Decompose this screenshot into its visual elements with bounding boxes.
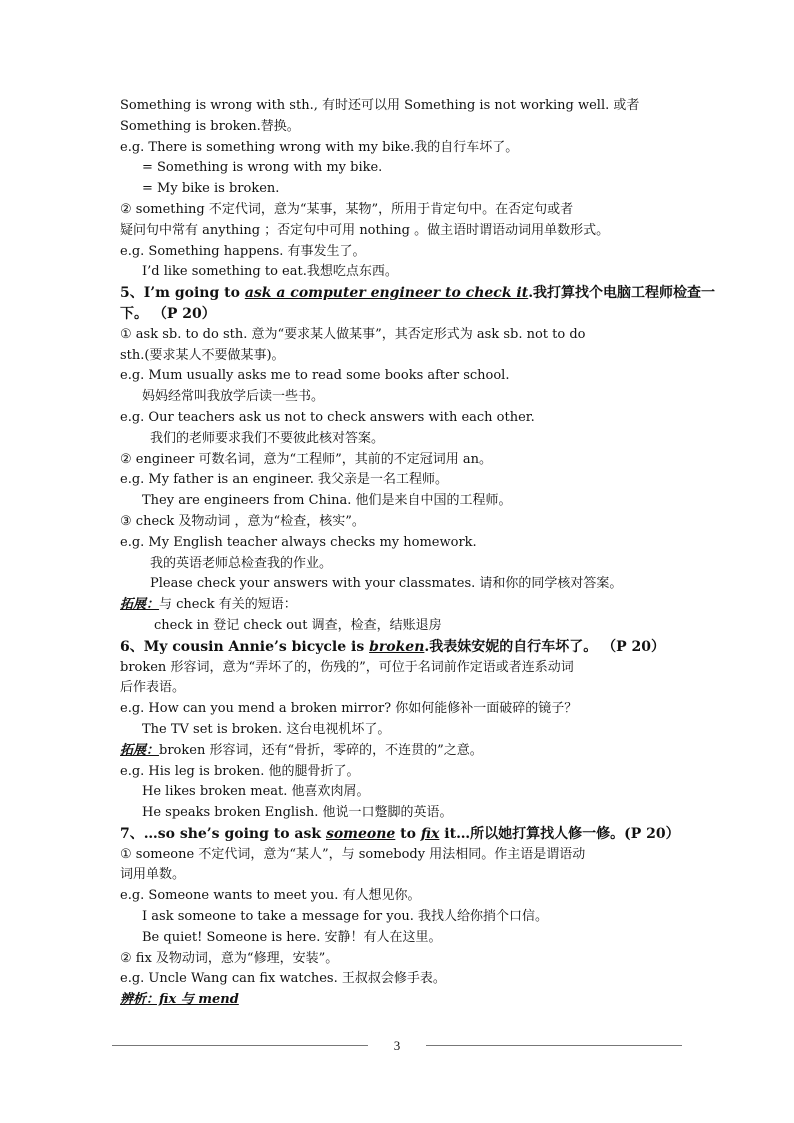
- heading-text: to: [395, 825, 421, 842]
- example-line: e.g. My father is an engineer. 我父亲是一名工程师。: [120, 472, 448, 488]
- example-line: I’d like something to eat.我想吃点东西。: [142, 264, 398, 280]
- text-line: 疑问句中常有 anything ；否定句中可用 nothing 。做主语时谓语动词用单数形式。: [120, 222, 610, 238]
- example-line: = My bike is broken.: [142, 181, 280, 197]
- section-number: 7、: [120, 825, 144, 842]
- example-line: They are engineers from China. 他们是来自中国的工程师。: [142, 493, 512, 509]
- extension-tag: 拓展：: [120, 597, 160, 613]
- example-line: The TV set is broken. 这台电视机坏了。: [142, 721, 391, 737]
- underlined-word: fix: [420, 825, 440, 842]
- example-line: e.g. Our teachers ask us not to check answers with each other.: [120, 409, 535, 425]
- underlined-phrase: ask a computer engineer to check it: [244, 285, 529, 302]
- text-line: ② engineer 可数名词，意为“工程师”，其前的不定冠词用 an。: [120, 451, 492, 467]
- text-line: ③ check 及物动词 ，意为“检查，核实”。: [120, 513, 365, 529]
- section-5-heading-cont: 下。 （P 20）: [120, 305, 216, 322]
- heading-text: it…所以她打算找人修一修。(P 20）: [439, 825, 680, 842]
- extension-text: broken 形容词，还有“骨折，零碎的，不连贯的”之意。: [159, 742, 483, 758]
- example-line: e.g. Uncle Wang can fix watches. 王叔叔会修手表。: [120, 971, 446, 987]
- heading-text: …so she’s going to ask: [143, 825, 326, 842]
- extension-tag: 拓展：: [120, 742, 160, 758]
- section-7-heading: [120, 824, 680, 845]
- document-page: [120, 96, 716, 1011]
- extension-text: 与 check 有关的短语：: [159, 597, 297, 613]
- heading-text: My cousin Annie’s bicycle is: [143, 638, 370, 655]
- text-line: ② something 不定代词，意为“某事，某物”，所用于肯定句中。在否定句或者: [120, 201, 574, 217]
- example-line: e.g. How can you mend a broken mirror? 你如何能修补一面破碎的镜子？: [120, 701, 578, 717]
- example-line: e.g. Mum usually asks me to read some books after school.: [120, 368, 510, 384]
- extension-note: [120, 741, 680, 762]
- phrase-line: check in 登记 check out 调查，检查，结账退房: [154, 617, 442, 633]
- text-line: Something is wrong with sth., 有时还可以用 Something is not working well. 或者: [120, 98, 640, 113]
- example-line: Please check your answers with your classmates. 请和你的同学核对答案。: [150, 576, 623, 592]
- section-number: 6、: [120, 638, 144, 655]
- section-6-heading: [120, 637, 680, 658]
- text-line: ① ask sb. to do sth. 意为“要求某人做某事”，其否定形式为 ask sb. not to do: [120, 326, 586, 342]
- section-number: 5、: [120, 285, 144, 302]
- example-line: Be quiet! Someone is here. 安静！有人在这里。: [142, 929, 442, 945]
- example-line: e.g. There is something wrong with my bike.我的自行车坏了。: [120, 139, 519, 155]
- underlined-word: someone: [325, 825, 396, 842]
- text-line: 后作表语。: [120, 680, 186, 696]
- extension-note: [120, 595, 680, 616]
- heading-text: .我打算找个电脑工程师检查一: [528, 285, 716, 302]
- example-line: 妈妈经常叫我放学后读一些书。: [142, 389, 325, 405]
- text-line: Something is broken.替换。: [120, 118, 300, 134]
- example-line: e.g. Someone wants to meet you. 有人想见你。: [120, 888, 421, 904]
- heading-text: I’m going to: [143, 285, 245, 302]
- underlined-phrase: broken: [369, 638, 425, 655]
- footer-rule-right: [426, 1045, 682, 1046]
- example-line: e.g. His leg is broken. 他的腿骨折了。: [120, 763, 360, 779]
- example-line: He speaks broken English. 他说一口蹩脚的英语。: [142, 805, 453, 821]
- text-line: ② fix 及物动词，意为“修理，安装”。: [120, 950, 339, 966]
- example-line: = Something is wrong with my bike.: [142, 160, 383, 176]
- example-line: I ask someone to take a message for you. 我找人给你捎个口信。: [142, 909, 549, 925]
- text-line: 词用单数。: [120, 867, 186, 883]
- text-line: ① someone 不定代词，意为“某人”，与 somebody 用法相同。作主语是谓语动: [120, 846, 586, 862]
- footer-rule-left: [112, 1045, 368, 1046]
- heading-text: .我表妹安妮的自行车坏了。 （P 20）: [424, 638, 666, 655]
- example-line: He likes broken meat. 他喜欢肉屑。: [142, 784, 370, 800]
- page-footer: [0, 1038, 794, 1054]
- example-line: e.g. Something happens. 有事发生了。: [120, 243, 366, 259]
- example-line: 我们的老师要求我们不要彼此核对答案。: [150, 430, 385, 446]
- example-line: e.g. My English teacher always checks my homework.: [120, 534, 477, 550]
- example-line: 我的英语老师总检查我的作业。: [150, 555, 333, 571]
- section-5-heading: [120, 283, 716, 304]
- text-line: broken 形容词，意为“弄坏了的，伤残的”，可位于名词前作定语或者连系动词: [120, 659, 574, 675]
- analysis-heading: 辨析：fix 与 mend: [120, 992, 239, 1008]
- text-line: sth.(要求某人不要做某事)。: [120, 347, 285, 363]
- page-number: 3: [393, 1038, 401, 1053]
